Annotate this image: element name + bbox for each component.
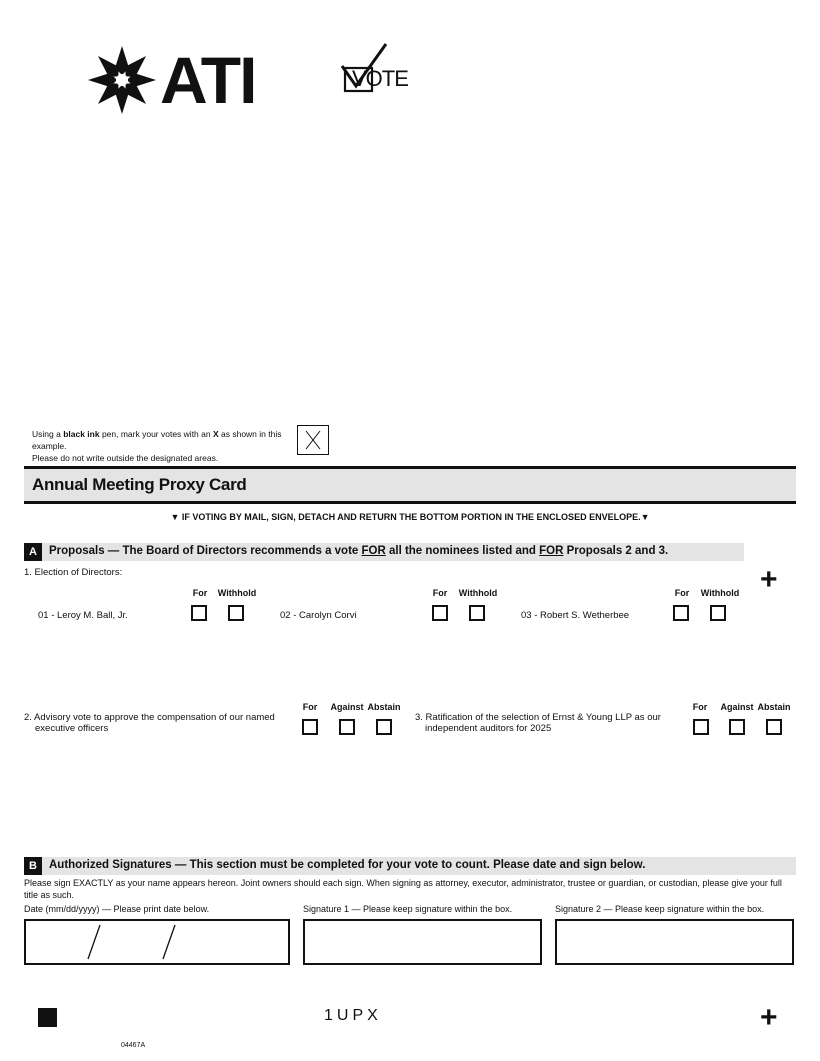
plus-mark-bottom: + — [760, 1001, 778, 1034]
ati-logo — [86, 42, 256, 118]
signature-instructions-2: title as such. — [24, 890, 75, 900]
page-title: Annual Meeting Proxy Card — [32, 475, 247, 494]
section-a-letter: A — [24, 543, 42, 561]
section-a-for-1: FOR — [361, 545, 386, 557]
p3-col-abstain: Abstain — [757, 702, 791, 712]
section-b-header — [24, 857, 796, 875]
instr-text-3: as shown in this example. — [32, 429, 282, 451]
form-number: 04467A — [121, 1042, 146, 1049]
p3-col-against: Against — [720, 702, 754, 712]
proposal-2-line-2: executive officers — [35, 723, 109, 734]
proposal-2-line-1: 2. Advisory vote to approve the compensation of our named — [24, 712, 275, 723]
proposal-2-for-checkbox[interactable] — [302, 719, 318, 735]
proposal-2-abstain-checkbox[interactable] — [376, 719, 392, 735]
date-input-box[interactable] — [24, 919, 290, 965]
p3-col-for: For — [692, 702, 708, 712]
col-for-1: For — [192, 588, 208, 598]
date-label: Date (mm/dd/yyyy) — Please print date below. — [24, 904, 210, 914]
x-mark-icon — [298, 426, 328, 454]
col-withhold-3: Withhold — [700, 588, 740, 598]
section-a-header — [24, 543, 744, 561]
section-a-text-1: Proposals — The Board of Directors recommends a vote — [49, 545, 362, 557]
instr-text-2: pen, mark your votes with an — [99, 429, 213, 439]
signature-1-label: Signature 1 — Please keep signature within the box. — [303, 904, 513, 914]
signature-2-box[interactable] — [555, 919, 794, 965]
proposal-1-title: 1. Election of Directors: — [24, 567, 123, 578]
nominee-1-for-checkbox[interactable] — [191, 605, 207, 621]
p2-col-abstain: Abstain — [367, 702, 401, 712]
nominee-3-for-checkbox[interactable] — [673, 605, 689, 621]
nominee-name: 01 - Leroy M. Ball, Jr. — [38, 610, 128, 621]
p2-col-against: Against — [330, 702, 364, 712]
col-withhold-1: Withhold — [217, 588, 257, 598]
instr-line-2: Please do not write outside the designated areas. — [32, 453, 219, 463]
proposal-3-line-1: 3. Ratification of the selection of Ernst & Young LLP as our — [415, 712, 661, 723]
nominee-name: 02 - Carolyn Corvi — [280, 610, 357, 621]
col-for-3: For — [674, 588, 690, 598]
proposal-3-for-checkbox[interactable] — [693, 719, 709, 735]
form-code: 1UPX — [324, 1007, 382, 1024]
detach-notice: ▼ IF VOTING BY MAIL, SIGN, DETACH AND RETURN THE BOTTOM PORTION IN THE ENCLOSED ENVELOPE.▼ — [170, 512, 650, 522]
nominee-name: 03 - Robert S. Wetherbee — [521, 610, 630, 621]
p2-col-for: For — [302, 702, 318, 712]
section-a-text-3: Proposals 2 and 3. — [563, 545, 669, 557]
proposal-3-line-2: independent auditors for 2025 — [425, 723, 552, 734]
instr-x: X — [212, 429, 219, 439]
section-a-title — [49, 545, 668, 557]
plus-mark-top: + — [760, 563, 778, 596]
signature-1-box[interactable] — [303, 919, 542, 965]
col-for-2: For — [432, 588, 448, 598]
proposal-3-against-checkbox[interactable] — [729, 719, 745, 735]
header-bar — [24, 466, 796, 504]
ati-logo-text: ATI — [160, 43, 256, 117]
voting-instructions — [32, 428, 294, 464]
nominee-1-withhold-checkbox[interactable] — [228, 605, 244, 621]
signature-instructions-1: Please sign EXACTLY as your name appears hereon. Joint owners should each sign. When signing as attorney, executor, administrator, trustee or guardian, or custodian, please give your full — [24, 878, 782, 888]
proposal-3-abstain-checkbox[interactable] — [766, 719, 782, 735]
section-b-letter: B — [24, 857, 42, 875]
vote-logo-text: VOTE — [352, 66, 408, 91]
instr-text-1: Using a — [32, 429, 64, 439]
nominee-2-withhold-checkbox[interactable] — [469, 605, 485, 621]
section-a-for-2: FOR — [539, 545, 564, 557]
date-slashes — [26, 921, 288, 963]
nominee-2-for-checkbox[interactable] — [432, 605, 448, 621]
registration-square — [38, 1008, 57, 1027]
instr-bold: black ink — [63, 429, 100, 439]
section-b-title: Authorized Signatures — This section must be completed for your vote to count. Please date and sign below. — [49, 859, 646, 871]
example-mark-box — [297, 425, 329, 455]
section-a-text-2: all the nominees listed and — [385, 545, 540, 557]
nominee-3-withhold-checkbox[interactable] — [710, 605, 726, 621]
signature-2-label: Signature 2 — Please keep signature within the box. — [555, 904, 765, 914]
proposal-2-against-checkbox[interactable] — [339, 719, 355, 735]
col-withhold-2: Withhold — [458, 588, 498, 598]
vote-logo — [338, 42, 422, 98]
